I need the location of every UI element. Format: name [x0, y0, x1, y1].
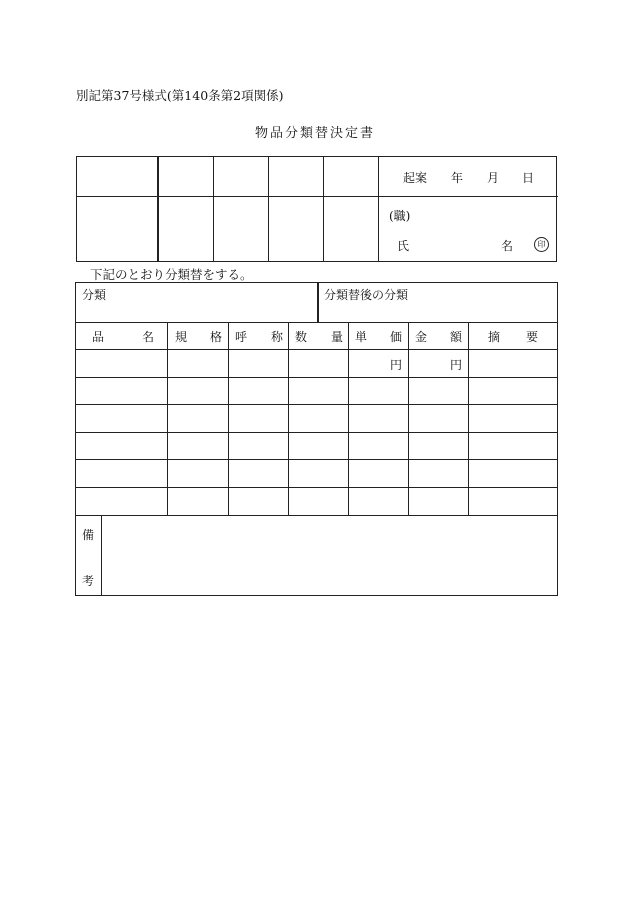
row-divider	[76, 432, 557, 433]
classification-before-label: 分類	[82, 288, 107, 302]
year-label: 年	[451, 171, 464, 185]
classification-divider	[317, 283, 319, 322]
row-divider	[76, 515, 557, 516]
unit-price-yen: 円	[390, 358, 403, 372]
seal-icon: 印	[534, 237, 549, 252]
header-unit-price-b: 価	[390, 330, 403, 344]
header-remarks-col-a: 摘	[488, 330, 501, 344]
header-unit-price-a: 単	[355, 330, 368, 344]
header-nominal-a: 呼	[235, 330, 248, 344]
row-divider	[76, 404, 557, 405]
document-title: 物品分類替決定書	[254, 126, 375, 141]
row-divider	[76, 322, 557, 323]
header-nominal-b: 称	[271, 330, 284, 344]
month-label: 月	[487, 171, 500, 185]
approval-divider	[378, 157, 379, 261]
statement-text: 下記のとおり分類替をする。	[90, 267, 253, 282]
header-spec-b: 格	[210, 330, 223, 344]
approval-row-divider	[378, 196, 558, 197]
header-item-name-a: 品	[92, 330, 105, 344]
header-quantity-a: 数	[295, 330, 308, 344]
approval-divider	[213, 157, 214, 261]
header-remarks-col-b: 要	[526, 330, 539, 344]
row-divider	[76, 459, 557, 460]
day-label: 日	[522, 171, 535, 185]
name-label-first: 氏	[397, 239, 410, 253]
amount-yen: 円	[450, 358, 463, 372]
approval-box	[76, 156, 557, 262]
row-divider	[76, 349, 557, 350]
name-label-second: 名	[501, 239, 514, 253]
approval-divider	[323, 157, 324, 261]
approval-divider	[157, 157, 159, 261]
header-item-name-b: 名	[142, 330, 155, 344]
remarks-label-first: 備	[82, 528, 95, 542]
approval-divider	[268, 157, 269, 261]
header-spec-a: 規	[175, 330, 188, 344]
remarks-divider	[101, 515, 102, 595]
form-reference: 別記第37号様式(第140条第2項関係)	[76, 88, 284, 103]
position-label: (職)	[389, 209, 411, 223]
classification-table	[75, 282, 558, 596]
header-amount-b: 額	[450, 330, 463, 344]
remarks-label-second: 考	[82, 574, 95, 588]
header-amount-a: 金	[415, 330, 428, 344]
classification-after-label: 分類替後の分類	[324, 288, 409, 302]
row-divider	[76, 487, 557, 488]
approval-row-divider	[77, 196, 378, 197]
drafted-label: 起案	[403, 171, 428, 185]
header-quantity-b: 量	[331, 330, 344, 344]
row-divider	[76, 377, 557, 378]
